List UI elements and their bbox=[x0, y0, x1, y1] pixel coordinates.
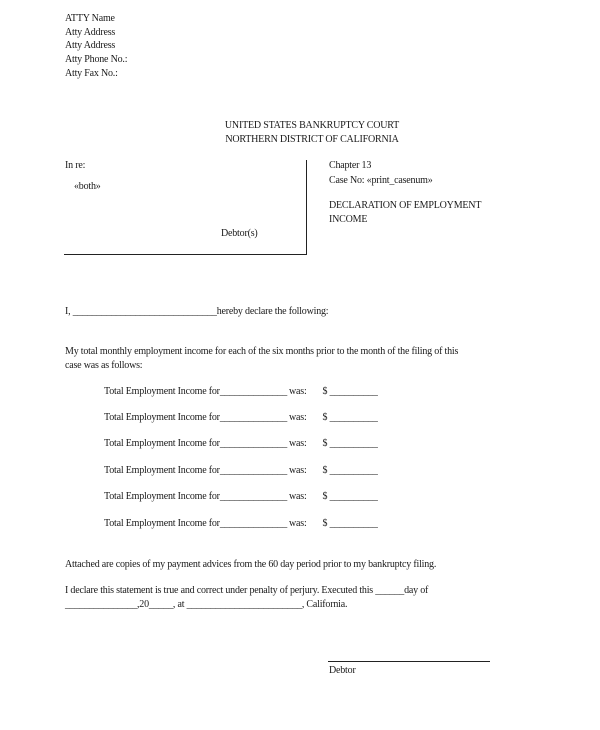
debtor-name-field: «both» bbox=[74, 181, 101, 192]
signature-label: Debtor bbox=[329, 665, 356, 676]
income-row-label: Total Employment Income for bbox=[104, 412, 220, 423]
income-amount-blank: $ __________ bbox=[322, 465, 378, 476]
income-amount-blank: $ __________ bbox=[322, 438, 378, 449]
declare-line: I, ______________________________hereby declare the following: bbox=[65, 306, 329, 317]
caption-divider-horizontal bbox=[64, 254, 307, 255]
declaration-line-2: _______________,20_____, at ________________________, California. bbox=[65, 599, 348, 610]
income-was-label: was: bbox=[289, 491, 307, 502]
income-month-blank: ______________ bbox=[219, 518, 288, 529]
income-month-blank: ______________ bbox=[219, 465, 288, 476]
document-title-line-2: INCOME bbox=[329, 214, 368, 225]
court-district: NORTHERN DISTRICT OF CALIFORNIA bbox=[225, 134, 399, 145]
signature-line bbox=[328, 661, 490, 662]
income-amount-blank: $ __________ bbox=[322, 386, 378, 397]
income-amount-blank: $ __________ bbox=[322, 412, 378, 423]
income-row-label: Total Employment Income for bbox=[104, 491, 220, 502]
document-title-line-1: DECLARATION OF EMPLOYMENT bbox=[329, 200, 482, 211]
court-name: UNITED STATES BANKRUPTCY COURT bbox=[224, 120, 400, 131]
income-month-blank: ______________ bbox=[219, 412, 288, 423]
income-was-label: was: bbox=[289, 438, 307, 449]
income-row bbox=[104, 465, 378, 476]
income-month-blank: ______________ bbox=[219, 386, 288, 397]
income-row bbox=[104, 386, 378, 397]
attorney-fax: Atty Fax No.: bbox=[65, 68, 118, 79]
income-row-label: Total Employment Income for bbox=[104, 465, 220, 476]
case-number: Case No: «print_casenum» bbox=[329, 175, 433, 186]
income-amount-blank: $ __________ bbox=[322, 518, 378, 529]
income-was-label: was: bbox=[289, 412, 307, 423]
attached-statement: Attached are copies of my payment advices from the 60 day period prior to my bankruptcy filing. bbox=[65, 559, 437, 570]
attorney-phone: Atty Phone No.: bbox=[65, 54, 128, 65]
income-row bbox=[104, 412, 378, 423]
income-month-blank: ______________ bbox=[219, 438, 288, 449]
income-row bbox=[104, 491, 378, 502]
in-re-label: In re: bbox=[65, 160, 86, 171]
income-month-blank: ______________ bbox=[219, 491, 288, 502]
income-was-label: was: bbox=[289, 465, 307, 476]
attorney-address-2: Atty Address bbox=[65, 40, 116, 51]
income-row bbox=[104, 518, 378, 529]
intro-line-2: case was as follows: bbox=[65, 360, 143, 371]
chapter-label: Chapter 13 bbox=[329, 160, 372, 171]
income-row-label: Total Employment Income for bbox=[104, 386, 220, 397]
caption-divider-vertical bbox=[306, 160, 307, 254]
income-amount-blank: $ __________ bbox=[322, 491, 378, 502]
declaration-line-1: I declare this statement is true and correct under penalty of perjury. Executed this ______day of bbox=[65, 585, 429, 596]
income-was-label: was: bbox=[289, 386, 307, 397]
income-row-label: Total Employment Income for bbox=[104, 438, 220, 449]
income-row bbox=[104, 438, 378, 449]
debtor-label: Debtor(s) bbox=[221, 228, 258, 239]
income-was-label: was: bbox=[289, 518, 307, 529]
attorney-address-1: Atty Address bbox=[65, 27, 116, 38]
income-row-label: Total Employment Income for bbox=[104, 518, 220, 529]
attorney-name: ATTY Name bbox=[65, 13, 115, 24]
intro-line-1: My total monthly employment income for each of the six months prior to the month of the filing of this bbox=[65, 346, 459, 357]
